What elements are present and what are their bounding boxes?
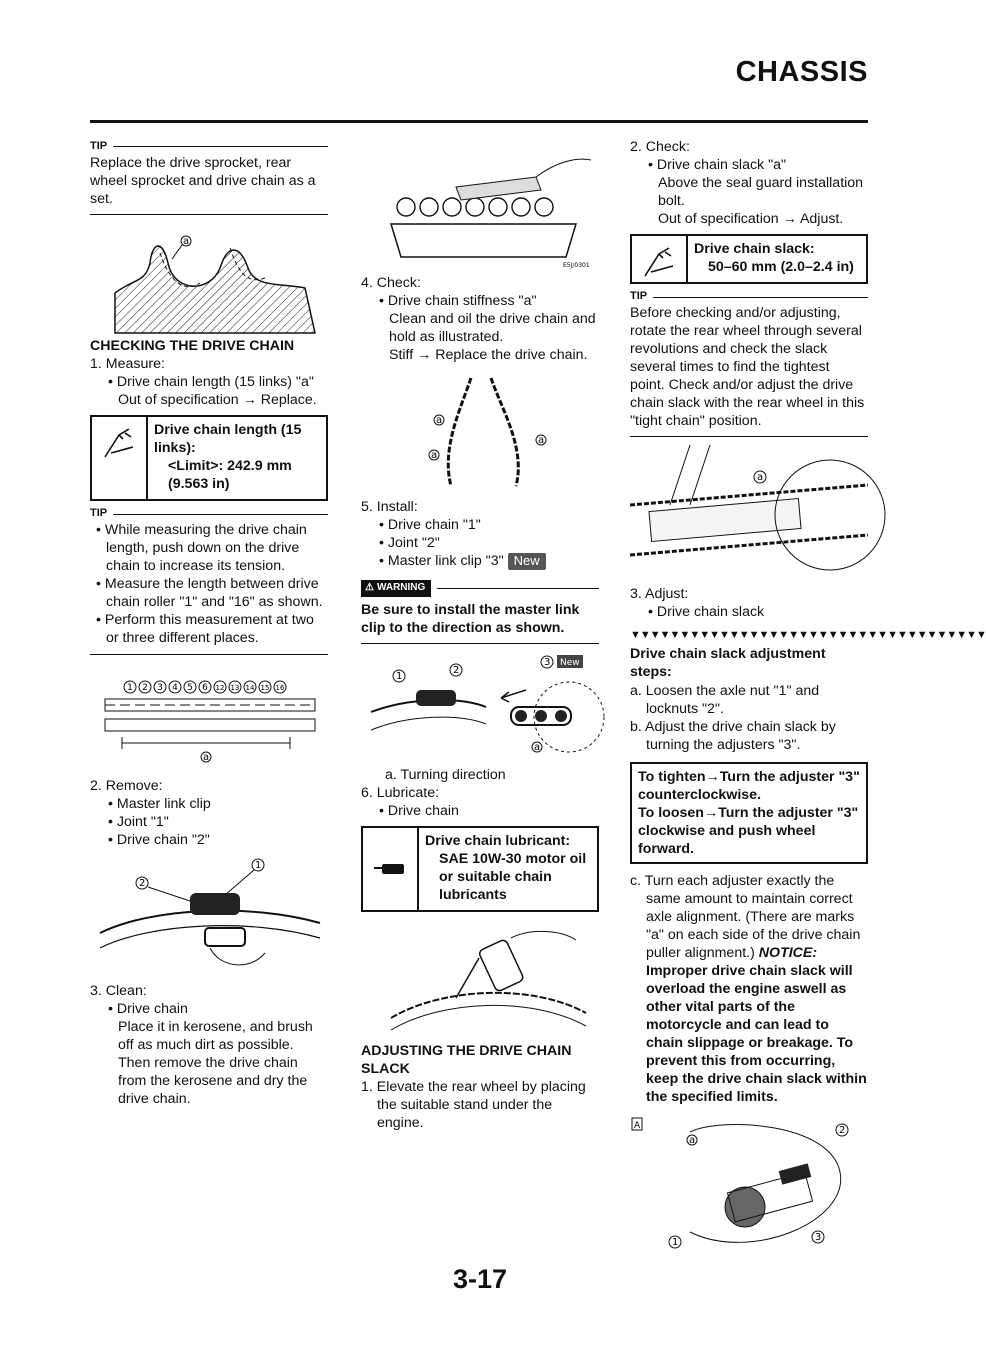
tip-heading: TIP (630, 290, 868, 304)
chain-length-figure (90, 663, 328, 773)
measure-tool-icon (92, 417, 148, 499)
spec-value: <Limit>: 242.9 mm (9.563 in) (168, 458, 292, 493)
roller-label: 12 (215, 683, 225, 692)
warning-heading: ⚠ WARNING (361, 580, 599, 597)
section-heading: ADJUSTING THE DRIVE CHAIN SLACK (361, 1043, 572, 1078)
adjust-step: a. Loosen the axle nut "1" and locknuts "2". (630, 682, 820, 717)
step-bullet: • Joint "1" (108, 813, 169, 830)
fig-label-1: 1 (255, 859, 262, 871)
column-2 (361, 138, 599, 1132)
warning-icon: ⚠ (365, 582, 374, 594)
step-bullet: • Drive chain "1" (379, 517, 481, 534)
roller-label: 13 (230, 683, 240, 692)
step-clean: 3. Clean: (90, 982, 147, 999)
adjuster-figure (630, 1112, 868, 1262)
fig-label-a: a (436, 415, 443, 427)
fig-label-3: 3 (544, 657, 551, 669)
fig-label-1: 1 (396, 671, 403, 683)
fig-label-a: a (431, 450, 438, 462)
notice-label: NOTICE: (758, 944, 818, 961)
step-elevate: 1. Elevate the rear wheel by placing the suitable stand under the engine. (361, 1079, 586, 1132)
master-link-install-figure (361, 652, 599, 762)
chain-cleaning-figure (361, 142, 599, 270)
roller-label: 4 (172, 682, 178, 693)
list-item: • Perform this measurement at two or three different places. (90, 611, 328, 647)
tip-list (90, 521, 328, 647)
step-sub: Stiff → Replace the drive chain. (389, 347, 588, 364)
spec-title: Drive chain length (15 links): (154, 422, 302, 457)
step-lubricate: 6. Lubricate: (361, 785, 440, 802)
roller-label: 15 (260, 683, 270, 692)
step-sub: Clean and oil the drive chain and hold as illustrated. (389, 311, 596, 346)
step-install: 5. Install: (361, 499, 418, 516)
measure-tool-icon (632, 236, 688, 282)
roller-label: 2 (142, 682, 148, 693)
step-check: 2. Check: (630, 139, 690, 155)
spec-value: SAE 10W-30 motor oil or suitable chain lubricants (439, 851, 587, 904)
fig-label-2: 2 (139, 877, 146, 889)
master-link-removal-figure (90, 853, 328, 978)
step-sub: Place it in kerosene, and brush off as much dirt as possible. Then remove the drive chain from the kerosene and dry the drive chain. (118, 1018, 313, 1107)
step-check: 4. Check: (361, 275, 421, 291)
step-bullet: • Master link clip (108, 795, 211, 812)
sprocket-wear-figure (90, 223, 328, 333)
section-heading: CHECKING THE DRIVE CHAIN (90, 338, 295, 355)
box-line: To tighten→Turn the adjuster "3" counterclockwise. (638, 768, 860, 803)
tip-end-rule (90, 654, 328, 655)
step-bullet: • Master link clip "3" New (361, 552, 599, 570)
adjust-step: b. Adjust the drive chain slack by turning the adjusters "3". (630, 718, 836, 753)
tip-end-rule (90, 214, 328, 215)
tip-text: Before checking and/or adjusting, rotate the rear wheel through several revolutions and check the slack several times to find the tightest point. Check and/or adjust the drive chain slack with the rear wheel in this "tight chain" position. (630, 305, 865, 430)
roller-label: 1 (127, 682, 133, 693)
roller-label: 14 (245, 683, 255, 692)
fig-label-1: 1 (672, 1237, 679, 1249)
spec-box-lubricant (361, 826, 599, 912)
fig-label-a: a (534, 742, 541, 754)
steps-marker: ▼▼▼▼▼▼▼▼▼▼▼▼▼▼▼▼▼▼▼▼▼▼▼▼▼▼▼▼▼▼▼▼▼▼▼▼ (630, 629, 986, 642)
chain-lubrication-figure (361, 918, 599, 1038)
roller-label: 6 (202, 682, 208, 693)
notice-text: Improper drive chain slack will overload the engine aswell as other vital parts of the motorcycle and can lead to chain slippage or breakage. To prevent this from occurring, keep the drive chain slack within the specified limits. (646, 962, 867, 1106)
spec-value: 50–60 mm (2.0–2.4 in) (708, 259, 854, 276)
step-bullet: • Drive chain "2" (108, 831, 210, 848)
new-badge: New (560, 658, 580, 669)
fig-label-2: 2 (453, 665, 460, 677)
fig-label-2: 2 (839, 1125, 846, 1137)
figure-caption: a. Turning direction (385, 767, 506, 784)
fig-label-a: a (757, 472, 764, 484)
tip-end-rule (630, 436, 868, 437)
tip-heading: TIP (90, 507, 328, 521)
fig-label-a: a (538, 435, 545, 447)
step-adjust: 3. Adjust: (630, 586, 689, 603)
warning-end-rule (361, 643, 599, 644)
fig-label-a: a (203, 751, 210, 763)
adjust-step: c. Turn each adjuster exactly the same amount to maintain correct axle alignment. (There are marks "a" on each side of the drive chain puller alignment.) NOTICE: Improper drive chain slack will overload the engine aswell as other vital parts of the motorcycle and can lead to chain slippage or breakage. To prevent this from occurring, keep the drive chain slack within the specified limits. (630, 872, 867, 1106)
chain-stiffness-figure (361, 368, 599, 494)
step-bullet: • Drive chain slack (648, 604, 765, 621)
column-1 (90, 138, 328, 1108)
list-item: • Measure the length between drive chain roller "1" and "16" as shown. (90, 575, 328, 611)
step-bullet: • Drive chain (379, 803, 459, 820)
step-bullet: • Drive chain length (15 links) "a" (108, 374, 314, 391)
spec-title: Drive chain slack: (694, 241, 815, 258)
column-3 (630, 138, 986, 1266)
adjust-direction-box (630, 762, 868, 864)
page-title: CHASSIS (735, 56, 868, 88)
list-item: • While measuring the drive chain length, push down on the drive chain to increase its tension. (90, 521, 328, 575)
spec-title: Drive chain lubricant: (425, 833, 571, 850)
page-number: 3-17 (452, 1264, 508, 1294)
step-bullet: • Drive chain (108, 1000, 188, 1017)
step-bullet: • Joint "2" (379, 535, 440, 552)
fig-label-3: 3 (815, 1232, 822, 1244)
roller-label: 5 (187, 682, 193, 693)
figure-code: E5J/0301 (563, 262, 590, 269)
header-rule (90, 120, 868, 123)
roller-label: 16 (275, 683, 285, 692)
tip-heading: TIP (90, 140, 328, 154)
step-sub: Out of specification → Adjust. (658, 211, 844, 228)
fig-label-a: a (689, 1135, 696, 1147)
fig-label-a: a (183, 236, 190, 248)
roller-label: 3 (157, 682, 163, 693)
step-bullet: • Drive chain slack "a" (648, 157, 787, 174)
step-measure: 1. Measure: (90, 356, 165, 373)
subsection-heading: Drive chain slack adjustment steps: (630, 646, 826, 681)
oil-can-icon (363, 828, 419, 910)
spec-box-slack (630, 234, 868, 284)
figure-marker: A (634, 1121, 641, 1132)
roller-labels (124, 681, 286, 693)
step-sub: Out of specification → Replace. (118, 392, 317, 409)
chain-slack-figure (630, 445, 868, 581)
step-sub: Above the seal guard installation bolt. (658, 175, 864, 210)
tip-text: Replace the drive sprocket, rear wheel sprocket and drive chain as a set. (90, 154, 316, 208)
step-remove: 2. Remove: (90, 777, 163, 794)
new-badge: New (508, 553, 546, 570)
step-bullet: • Drive chain stiffness "a" (379, 293, 537, 310)
spec-box-chain-length (90, 415, 328, 501)
box-line: To loosen→Turn the adjuster "3" clockwise and push wheel forward. (638, 804, 859, 857)
warning-text: Be sure to install the master link clip to the direction as shown. (361, 601, 580, 636)
